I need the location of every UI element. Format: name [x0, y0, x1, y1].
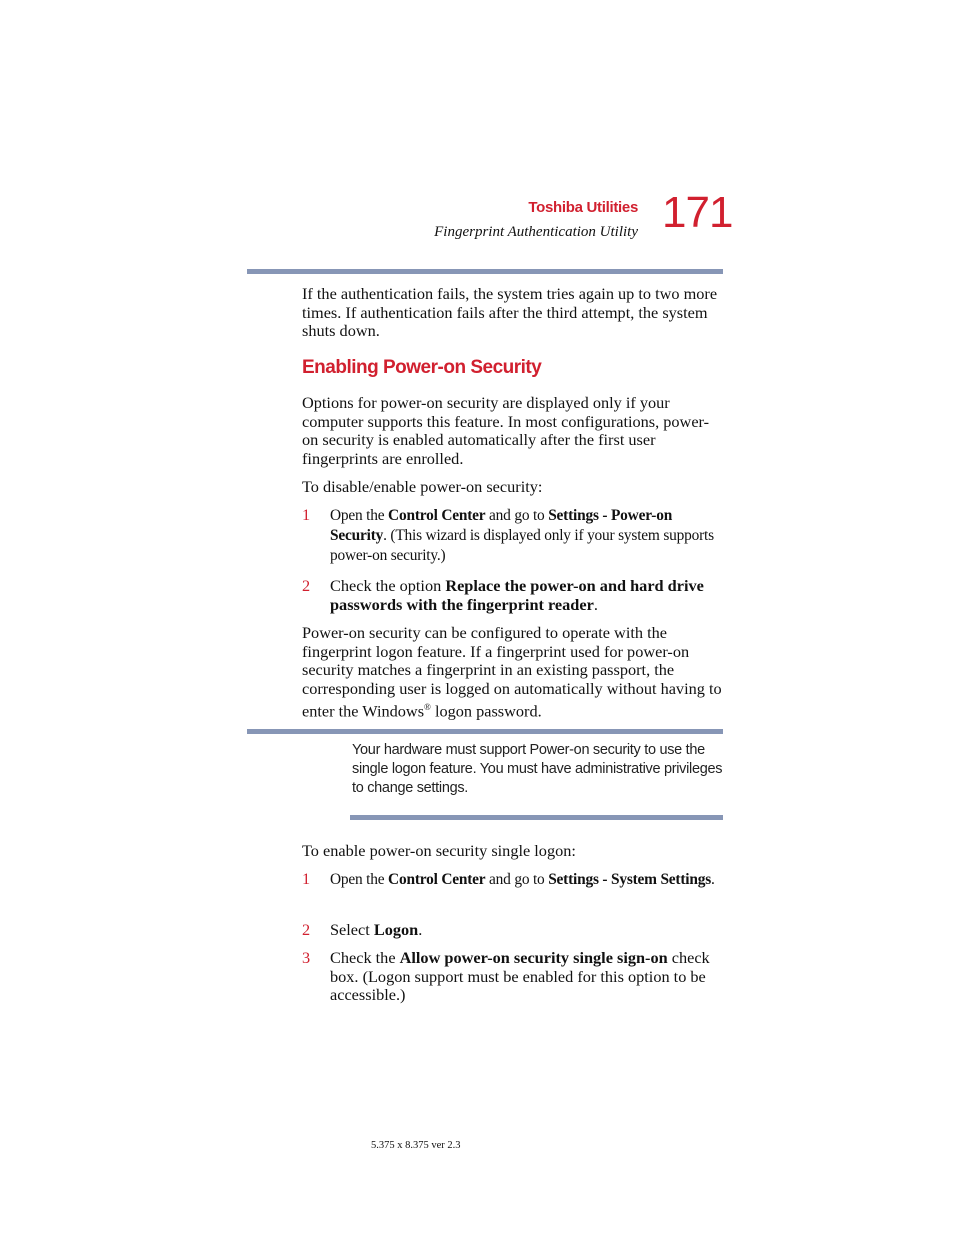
section-paragraph-2: To disable/enable power-on security: [302, 477, 543, 496]
step-number: 2 [302, 576, 311, 595]
note-bottom-rule [350, 815, 723, 820]
page-number: 171 [662, 188, 733, 237]
list-item [302, 949, 724, 1009]
intro-paragraph: If the authentication fails, the system tries again up to two more times. If authentication fails after the third attempt, the system shuts down. [302, 284, 718, 341]
step-number: 1 [302, 869, 311, 888]
step-text: Check the Allow power-on security single sign-on check box. (Logon support must be enabled for this option to be accessible.) [330, 948, 710, 1005]
section-paragraph-4: To enable power-on security single logon: [302, 841, 576, 860]
step-text: Open the Control Center and go to Settings - System Settings. [330, 871, 715, 888]
step-text: Select Logon. [330, 920, 423, 939]
note-top-rule [247, 729, 723, 734]
list-item [302, 506, 724, 568]
running-header-section: Fingerprint Authentication Utility [434, 224, 638, 240]
section-paragraph-1: Options for power-on security are displayed only if your computer supports this feature. In most configurations, power-on security is enabled automatically after the first user fingerprints are enrolled. [302, 393, 710, 468]
step-text: Open the Control Center and go to Settings - Power-on Security. (This wizard is displayed only if your system supports power-on security.) [330, 507, 714, 564]
step-number: 1 [302, 505, 311, 524]
running-header-chapter: Toshiba Utilities [528, 199, 638, 216]
list-item [302, 870, 724, 912]
list-item [302, 577, 724, 617]
section-heading: Enabling Power-on Security [302, 357, 542, 378]
step-number: 3 [302, 948, 311, 967]
page-footer: 5.375 x 8.375 ver 2.3 [371, 1140, 461, 1151]
header-rule [247, 269, 723, 274]
note-text: Your hardware must support Power-on security to use the single logon feature. You must have administrative privileges to change settings. [352, 742, 723, 796]
section-paragraph-3: Power-on security can be configured to operate with the fingerprint logon feature. If a fingerprint used for power-on security matches a fingerprint in an existing passport, the corresponding user is logged on automatically without having to enter the Windows® logon password. [302, 623, 722, 721]
list-item [302, 921, 724, 941]
step-number: 2 [302, 920, 311, 939]
step-text: Check the option Replace the power-on and hard drive passwords with the fingerprint reader. [330, 576, 704, 614]
